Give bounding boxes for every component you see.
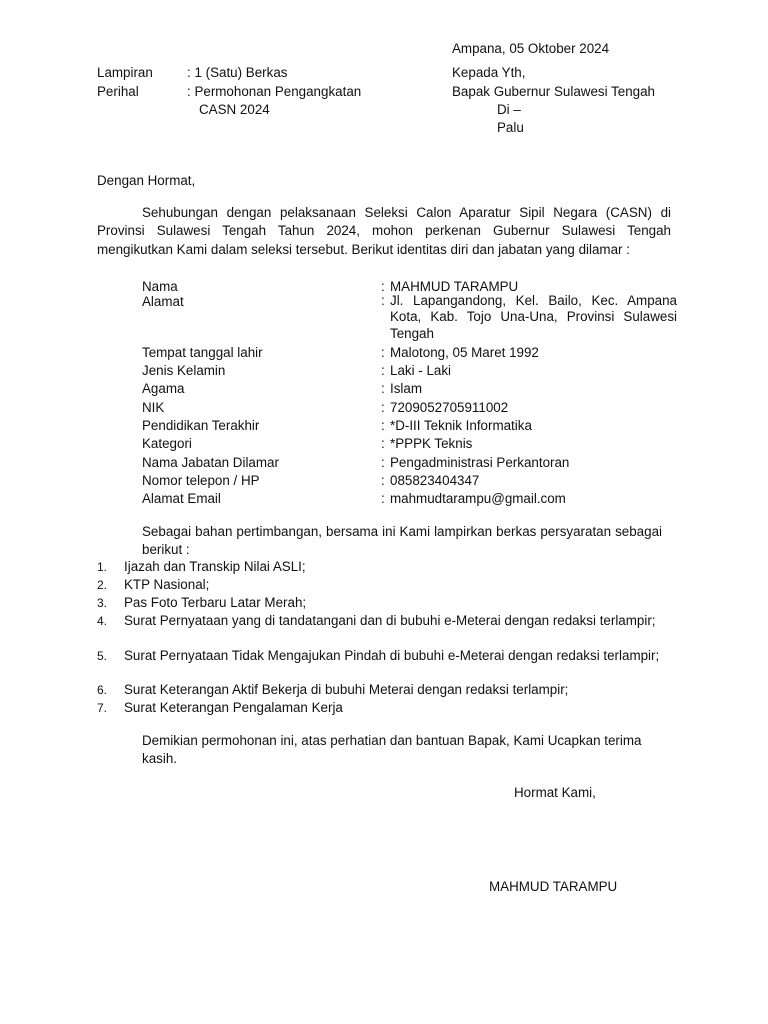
identity-value: 7209052705911002 — [390, 400, 509, 415]
recipient-line1: Kepada Yth, — [452, 65, 526, 80]
colon-separator: : — [381, 491, 385, 506]
signatory-name: MAHMUD TARAMPU — [489, 879, 618, 894]
identity-value: 085823404347 — [390, 473, 480, 488]
list-text: Surat Pernyataan Tidak Mengajukan Pindah di bubuhi e-Meterai dengan redaksi terlampir; — [124, 648, 660, 663]
identity-value-wrap — [381, 435, 677, 453]
colon-separator: : — [381, 400, 385, 415]
list-text: Pas Foto Terbaru Latar Merah; — [124, 595, 307, 610]
identity-value: Laki - Laki — [390, 363, 452, 378]
identity-value: *D-III Teknik Informatika — [390, 418, 532, 433]
identity-value-wrap — [381, 344, 677, 362]
identity-label: Jenis Kelamin — [142, 363, 226, 378]
lampiran-label: Lampiran — [97, 65, 153, 80]
closing-greeting: Hormat Kami, — [514, 785, 596, 800]
identity-label: Alamat — [142, 294, 184, 309]
colon-separator: : — [381, 418, 385, 433]
identity-label: Nama — [142, 279, 178, 294]
identity-value-wrap — [381, 293, 677, 342]
salutation: Dengan Hormat, — [97, 173, 196, 188]
identity-value-wrap — [381, 472, 677, 490]
identity-value: mahmudtarampu@gmail.com — [390, 491, 566, 506]
identity-label: NIK — [142, 400, 165, 415]
identity-label: Alamat Email — [142, 491, 221, 506]
identity-value-wrap — [381, 362, 677, 380]
list-text: Ijazah dan Transkip Nilai ASLI; — [124, 559, 306, 574]
identity-label: Kategori — [142, 436, 192, 451]
colon-separator: : — [381, 473, 385, 488]
list-number: 1. — [97, 560, 108, 574]
identity-value-wrap — [381, 454, 677, 472]
identity-value: Islam — [390, 381, 422, 396]
identity-value: *PPPK Teknis — [390, 436, 473, 451]
identity-value: MAHMUD TARAMPU — [390, 279, 519, 294]
identity-value: Malotong, 05 Maret 1992 — [390, 345, 539, 360]
colon-separator: : — [381, 363, 385, 378]
list-text: KTP Nasional; — [124, 577, 210, 592]
attachments-intro: Sebagai bahan pertimbangan, bersama ini Kami lampirkan berkas persyaratan sebagai berikut : — [142, 524, 662, 558]
place-date: Ampana, 05 Oktober 2024 — [452, 41, 610, 56]
lampiran-value: : 1 (Satu) Berkas — [187, 65, 288, 80]
intro-paragraph: Sehubungan dengan pelaksanaan Seleksi Calon Aparatur Sipil Negara (CASN) di Provinsi Sulawesi Tengah Tahun 2024, mohon perkenan Gubernur Sulawesi Tengah mengikutkan Kami dalam seleksi tersebut. Berikut identitas diri dan jabatan yang dilamar : — [97, 205, 671, 257]
perihal-label: Perihal — [97, 84, 139, 99]
list-number: 6. — [97, 683, 108, 697]
recipient-line3: Di – — [497, 102, 521, 117]
identity-label: Nama Jabatan Dilamar — [142, 455, 279, 470]
perihal-value-line2: CASN 2024 — [199, 102, 270, 117]
list-text: Surat Keterangan Aktif Bekerja di bubuhi Meterai dengan redaksi terlampir; — [124, 682, 569, 697]
identity-label: Agama — [142, 381, 185, 396]
colon-separator: : — [381, 436, 385, 451]
list-number: 4. — [97, 614, 108, 628]
recipient-line2: Bapak Gubernur Sulawesi Tengah — [452, 84, 655, 99]
identity-label: Pendidikan Terakhir — [142, 418, 260, 433]
list-text: Surat Keterangan Pengalaman Kerja — [124, 700, 343, 715]
identity-label: Tempat tanggal lahir — [142, 345, 263, 360]
identity-label: Nomor telepon / HP — [142, 473, 260, 488]
perihal-value-line1: : Permohonan Pengangkatan — [187, 84, 362, 99]
identity-value-wrap — [381, 399, 677, 417]
identity-value: Jl. Lapangandong, Kel. Bailo, Kec. Ampana Kota, Kab. Tojo Una-Una, Provinsi Sulawesi Tengah — [390, 293, 677, 341]
closing-paragraph: Demikian permohonan ini, atas perhatian dan bantuan Bapak, Kami Ucapkan terima kasih. — [142, 733, 642, 767]
list-text: Surat Pernyataan yang di tandatangani dan di bubuhi e-Meterai dengan redaksi terlampir; — [124, 613, 656, 628]
identity-value: Pengadministrasi Perkantoran — [390, 455, 570, 470]
colon-separator: : — [381, 293, 385, 308]
colon-separator: : — [381, 455, 385, 470]
colon-separator: : — [381, 381, 385, 396]
identity-value-wrap — [381, 380, 677, 398]
list-number: 3. — [97, 596, 108, 610]
list-number: 2. — [97, 578, 108, 592]
list-number: 7. — [97, 701, 108, 715]
colon-separator: : — [381, 345, 385, 360]
identity-value-wrap — [381, 417, 677, 435]
list-number: 5. — [97, 649, 108, 663]
identity-value-wrap — [381, 490, 677, 508]
recipient-line4: Palu — [497, 120, 524, 135]
colon-separator: : — [381, 279, 385, 294]
